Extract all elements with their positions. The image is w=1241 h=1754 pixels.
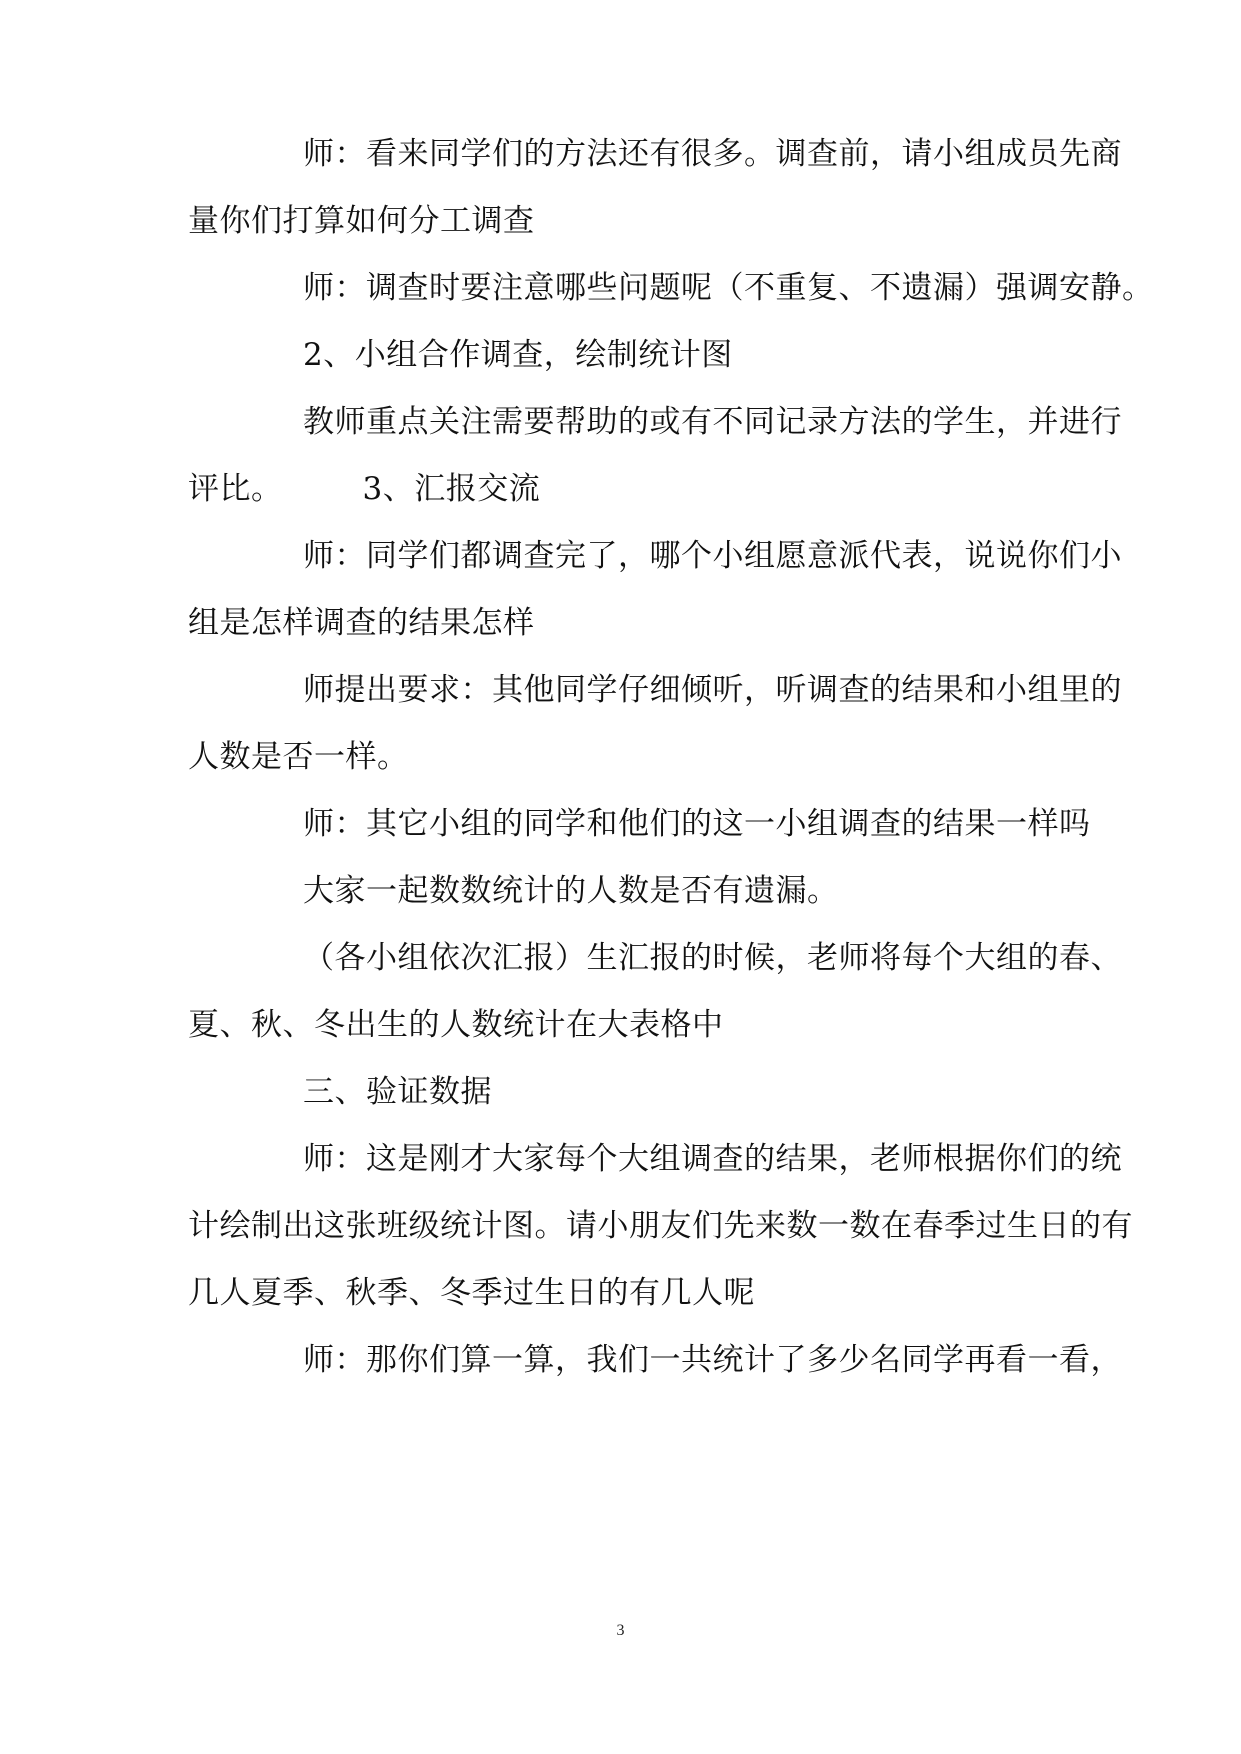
paragraph-line: 教师重点关注需要帮助的或有不同记录方法的学生，并进行	[303, 404, 1122, 440]
paragraph-line: 师：那你们算一算，我们一共统计了多少名同学再看一看，	[303, 1342, 1122, 1378]
paragraph-line: 夏、秋、冬出生的人数统计在大表格中	[188, 1007, 724, 1043]
paragraph-line: 师：这是刚才大家每个大组调查的结果，老师根据你们的统	[303, 1141, 1122, 1177]
paragraph-line: （各小组依次汇报）生汇报的时候，老师将每个大组的春、	[303, 940, 1122, 976]
section-heading: 3、汇报交流	[362, 471, 541, 507]
paragraph-line: 师：同学们都调查完了，哪个小组愿意派代表，说说你们小	[303, 538, 1122, 574]
paragraph-line: 组是怎样调查的结果怎样	[188, 605, 535, 641]
page-number: 3	[616, 1622, 625, 1639]
paragraph-line: 计绘制出这张班级统计图。请小朋友们先来数一数在春季过生日的有	[188, 1208, 1133, 1244]
section-heading: 三、验证数据	[303, 1074, 492, 1110]
paragraph-line: 几人夏季、秋季、冬季过生日的有几人呢	[188, 1275, 755, 1311]
paragraph-line: 量你们打算如何分工调查	[188, 203, 535, 239]
paragraph-line: 师：调查时要注意哪些问题呢（不重复、不遗漏）强调安静。	[303, 270, 1154, 306]
paragraph-line: 师提出要求：其他同学仔细倾听，听调查的结果和小组里的	[303, 672, 1122, 708]
section-heading: 2、小组合作调查，绘制统计图	[303, 337, 733, 373]
paragraph-line: 师：看来同学们的方法还有很多。调查前，请小组成员先商	[303, 136, 1122, 172]
paragraph-line: 大家一起数数统计的人数是否有遗漏。	[303, 873, 839, 909]
paragraph-line: 人数是否一样。	[188, 739, 409, 775]
paragraph-line: 师：其它小组的同学和他们的这一小组调查的结果一样吗	[303, 806, 1091, 842]
paragraph-line: 评比。 3、汇报交流	[188, 465, 1241, 513]
